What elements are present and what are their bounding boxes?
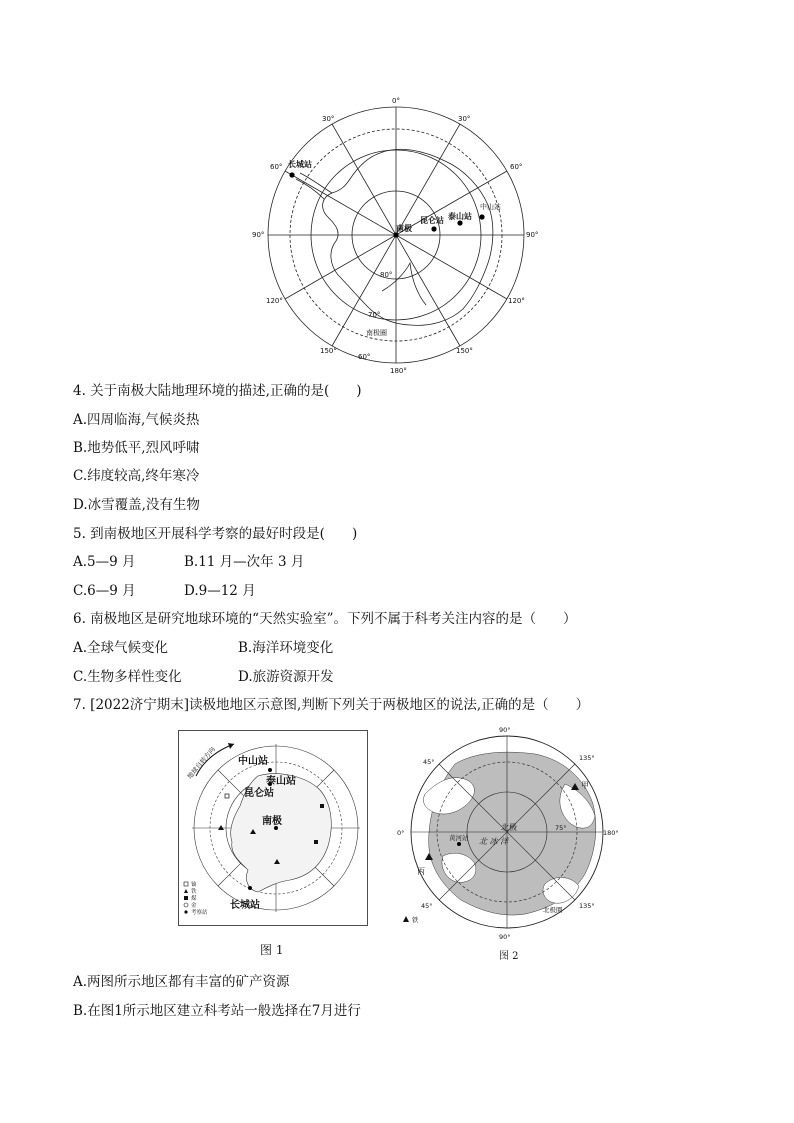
changcheng-station-dot [289, 172, 294, 177]
ross-sea [382, 263, 426, 305]
fig1-changcheng-dot [248, 886, 252, 890]
figure-2-caption: 图 2 [499, 951, 519, 962]
coal-symbol [314, 840, 318, 844]
legend-coal: 煤 [191, 896, 197, 902]
pole-dot [393, 232, 398, 237]
option-6a: A.全球气候变化 [73, 640, 169, 656]
question-5-stem: 5. 到南极地区开展科学考察的最好时段是( ) [73, 526, 358, 542]
rotation-label: 地球自转方向 [185, 745, 217, 781]
taishan-station-label: 泰山站 [448, 212, 472, 221]
legend-station: 考察站 [191, 910, 208, 916]
lon-label: 30° [322, 115, 335, 123]
figure-2-arctic [395, 724, 625, 944]
fig2-lat-label: 75° [555, 824, 567, 832]
kunlun-station-label: 昆仑站 [420, 216, 444, 225]
north-pole-label: 北极 [501, 823, 517, 832]
option-5d: D.9—12 月 [184, 583, 256, 599]
lat-label: 80° [380, 271, 393, 279]
huanghe-station-label: 黄河站 [449, 834, 469, 842]
figure-1-caption: 图 1 [260, 943, 284, 957]
option-7b: B.在图1所示地区建立科考站一般选择在7月进行 [73, 1003, 361, 1019]
lon-label: 0° [392, 97, 400, 105]
legend-iron: 铁 [191, 889, 197, 895]
coal-symbol [320, 804, 324, 808]
fig2-lon-label: 90° [499, 726, 511, 734]
lat-label: 70° [368, 311, 381, 319]
fig1-taishan-label: 泰山站 [266, 776, 296, 787]
legend-gold: 金 [191, 903, 197, 909]
bing-label: 丙 [417, 867, 425, 876]
lon-label: 90° [252, 231, 265, 239]
figure-1-antarctica [178, 730, 368, 926]
zhongshan-station-label: 中山站 [480, 203, 501, 211]
zhongshan-station-dot [479, 214, 484, 219]
question-4-stem: 4. 关于南极大陆地理环境的描述,正确的是( ) [73, 383, 362, 399]
lat-label: 南极圈 [366, 329, 387, 337]
fig2-legend-iron-symbol [403, 916, 409, 922]
fig2-lon-label: 0° [397, 829, 405, 837]
fig1-changcheng-label: 长城站 [230, 900, 260, 911]
fig2-lon-label: 135° [579, 902, 595, 910]
fig1-zhongshan-label: 中山站 [238, 756, 268, 767]
antarctica-polar-map [250, 95, 550, 375]
huanghe-station-dot [457, 842, 461, 846]
fig2-lon-label: 180° [603, 829, 619, 837]
lon-label: 30° [458, 115, 471, 123]
fig2-lon-label: 90° [499, 933, 511, 941]
fig2-legend-iron: 铁 [412, 916, 419, 924]
fig2-lon-label: 135° [579, 754, 595, 762]
pole-label: 南极 [396, 224, 412, 233]
changcheng-station-label: 长城站 [288, 160, 312, 169]
fig2-lon-label: 45° [423, 758, 435, 766]
fig1-pole-label: 南极 [262, 816, 282, 827]
arctic-circle-label: 北极圈 [543, 906, 563, 914]
question-6-stem: 6. 南极地区是研究地球环境的“天然实验室”。下列不属于科考关注内容的是（ ） [73, 611, 577, 627]
lon-label: 150° [320, 347, 337, 355]
arctic-ocean-label: 北 冰 洋 [479, 837, 509, 846]
option-4b: B.地势低平,烈风呼啸 [73, 440, 200, 456]
lon-label: 120° [266, 297, 283, 305]
option-7a: A.两图所示地区都有丰富的矿产资源 [73, 974, 290, 990]
lon-label: 150° [456, 347, 473, 355]
lon-label: 60° [270, 163, 283, 171]
lon-label: 180° [390, 367, 407, 375]
fig2-lon-label: 45° [421, 902, 433, 910]
option-6d: D.旅游资源开发 [238, 669, 334, 685]
lon-label: 60° [510, 163, 523, 171]
question-7-stem: 7. [2022济宁期末]读极地地区示意图,判断下列关于两极地区的说法,正确的是（ ） [73, 697, 590, 713]
option-5c: C.6—9 月 [73, 583, 136, 599]
option-4c: C.纬度较高,终年寒冷 [73, 468, 200, 484]
legend-uranium: 铀 [191, 882, 197, 888]
option-5b: B.11 月—次年 3 月 [184, 554, 305, 570]
jia-label: 甲 [581, 781, 589, 790]
lat-label: 60° [358, 353, 371, 361]
option-4a: A.四周临海,气候炎热 [73, 412, 200, 428]
taishan-station-dot [457, 220, 462, 225]
kunlun-station-dot [431, 226, 436, 231]
fig1-zhongshan-dot [268, 768, 272, 772]
option-4d: D.冰雪覆盖,没有生物 [73, 497, 200, 513]
lon-label: 120° [508, 297, 525, 305]
fig1-kunlun-label: 昆仑站 [244, 788, 274, 799]
option-6c: C.生物多样性变化 [73, 669, 182, 685]
option-5a: A.5—9 月 [73, 554, 136, 570]
lon-label: 90° [526, 231, 539, 239]
antarctica-coastline [323, 149, 493, 325]
option-6b: B.海洋环境变化 [238, 640, 334, 656]
